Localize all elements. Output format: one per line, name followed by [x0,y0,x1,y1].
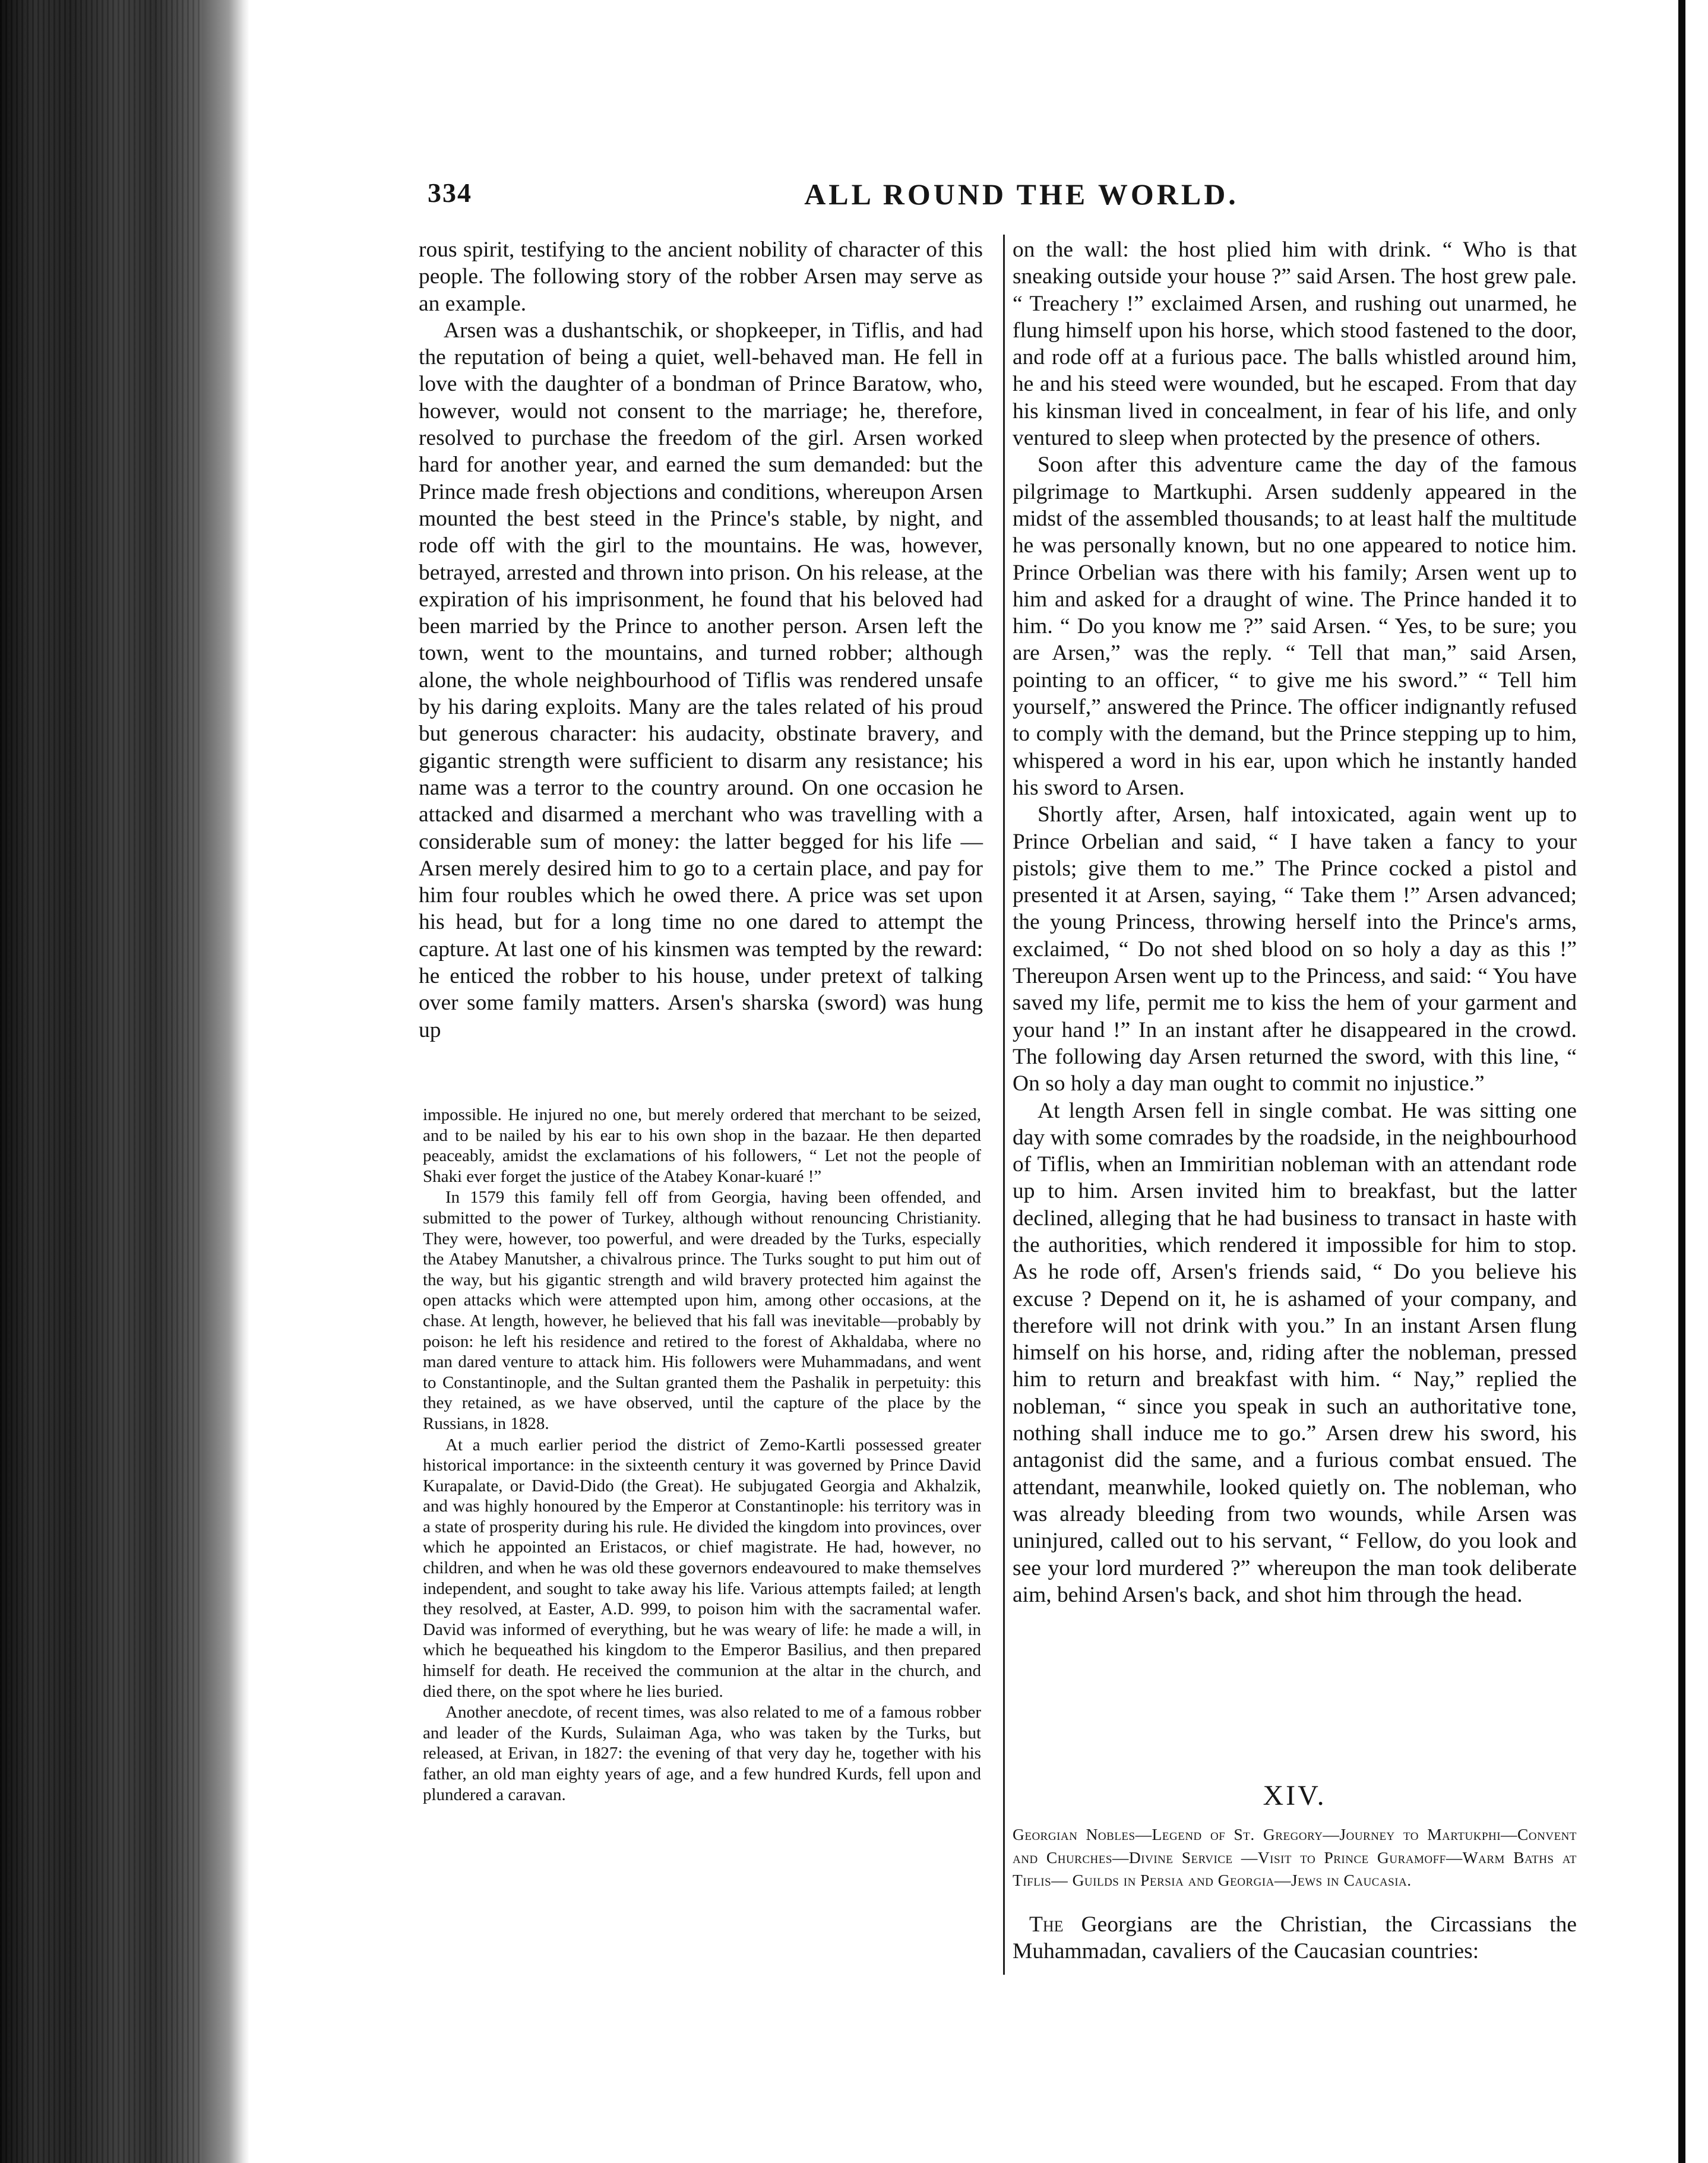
footnote-paragraph: Another anecdote, of recent times, was also related to me of a famous robber and leader of the Kurds, Sulaiman Aga, who was taken by the Turks, but released, at Erivan, in 1827: the evening of that very day he, together with his father, an old man eighty years of age, and a few hundred Kurds, fell upon and plundered a caravan. [423,1703,981,1804]
body-paragraph: rous spirit, testifying to the ancient nobility of character of this people. The following story of the robber Arsen may serve as an example. [419,238,983,316]
body-paragraph: Shortly after, Arsen, half intoxicated, again went up to Prince Orbelian and said, “ I have taken a fancy to your pistols; give them to me.” The Prince cocked a pistol and presented it at Arsen, saying, “ Take them !” Arsen advanced; the young Princess, throwing herself into the Prince's arms, exclaimed, “ Do not shed blood on so holy a day as this !” Thereupon Arsen went up to the Princess, and said: “ You have saved my life, permit me to kiss the hem of your garment and your hand !” In an instant after he disappeared in the crowd. The following day Arsen returned the sword, with this line, “ On so holy a day man ought to commit no injustice.” [1013,802,1577,1096]
chapter-number: XIV. [1263,1780,1327,1811]
page-edge-stripes [0,0,202,2163]
footnotes-block [423,1105,981,1805]
page-number: 334 [428,178,472,208]
chapter-opening-paragraph [1013,1911,1577,1965]
right-column-body [1013,236,1577,1608]
page-header [428,177,1592,219]
column-divider [1003,235,1005,1975]
body-paragraph: Arsen was a dushantschik, or shopkeeper, in Tiflis, and had the reputation of being a quiet, well-behaved man. He fell in love with the daughter of a bondman of Prince Baratow, who, however, would not consent to the marriage; he, therefore, resolved to purchase the freedom of the girl. Arsen worked hard for another year, and earned the sum demanded: but the Prince made fresh objections and conditions, whereupon Arsen mounted the best steed in the Prince's stable, by night, and rode off with the girl to the mountains. He was, however, betrayed, arrested and thrown into prison. On his release, at the expiration of his imprisonment, he found that his beloved had been married by the Prince to another person. Arsen left the town, went to the mountains, and turned robber; although alone, the whole neighbourhood of Tiflis was rendered unsafe by his daring exploits. Many are the tales related of his proud but generous character: his audacity, obstinate bravery, and gigantic strength were sufficient to disarm any resistance; his name was a terror to the country around. On one occasion he attacked and disarmed a merchant who was travelling with a considerable sum of money: the latter begged for his life —Arsen merely desired him to go to a certain place, and pay for him four roubles which he owed there. A price was set upon his head, but for a long time no one dared to attempt the capture. At last one of his kinsmen was tempted by the reward: he enticed the robber to his house, under pretext of talking over some family matters. Arsen's sharska (sword) was hung up [419,318,983,1042]
opening-smallcaps-word: The [1029,1912,1064,1937]
left-column-body [419,236,983,1043]
body-paragraph: on the wall: the host plied him with drink. “ Who is that sneaking outside your house ?” said Arsen. The host grew pale. “ Treachery !” exclaimed Arsen, and rushing out unarmed, he flung himself upon his horse, which stood fastened to the door, and rode off at a furious pace. The balls whistled around him, he and his steed were wounded, but he escaped. From that day his kinsman lived in concealment, in fear of his life, and only ventured to sleep when protected by the presence of others. [1013,238,1577,451]
body-paragraph: At length Arsen fell in single combat. He was sitting one day with some comrades by the roadside, in the neighbourhood of Tiflis, when an Immiritian nobleman with an attendant rode up to him. Arsen invited him to breakfast, but the latter declined, alleging that he had business to transact in haste with the authorities, which rendered it impossible for him to stop. As he rode off, Arsen's friends said, “ Do you believe his excuse ? Depend on it, he is ashamed of your company, and therefore will not drink with you.” In an instant Arsen flung himself on his horse, and, riding after the nobleman, pressed him to return and breakfast with him. “ Nay,” replied the nobleman, “ since you speak in such an authoritative tone, nothing shall induce me to go.” Arsen drew his sword, his antagonist did the same, and a furious combat ensued. The attendant, meanwhile, looked quietly on. The nobleman, who was already bleeding from two wounds, while Arsen was uninjured, called out to his servant, “ Fellow, do you look and see your lord murdered ?” whereupon the man took deliberate aim, behind Arsen's back, and shot him through the head. [1013,1098,1577,1607]
footnote-paragraph: impossible. He injured no one, but merely ordered that merchant to be seized, and to be nailed by his ear to his own shop in the bazaar. He then departed peaceably, amidst the exclamations of his followers, “ Let not the people of Shaki ever forget the justice of the Atabey Konar-kuaré !” [423,1105,981,1186]
body-paragraph: Soon after this adventure came the day of the famous pilgrimage to Martkuphi. Arsen suddenly appeared in the midst of the assembled thousands; to at least half the multitude he was personally known, but no one appeared to notice him. Prince Orbelian was there with his family; Arsen went up to him and asked for a draught of wine. The Prince handed it to him. “ Do you know me ?” said Arsen. “ Yes, to be sure; you are Arsen,” was the reply. “ Tell that man,” said Arsen, pointing to an officer, “ to give me his sword.” “ Tell him yourself,” answered the Prince. The officer indignantly refused to comply with the demand, but the Prince stepping up to him, whispered a word in his ear, upon which he instantly handed his sword to Arsen. [1013,453,1577,800]
scan-border-line [1678,0,1685,2163]
running-title: ALL ROUND THE WORLD. [804,178,1239,211]
chapter-summary: Georgian Nobles—Legend of St. Gregory—Journey to Martukphi—Convent and Churches—Divine Service —Visit to Prince Guramoff—Warm Baths at Tiflis— Guilds in Persia and Georgia—Jews in Caucasia. [1013,1825,1577,1890]
footnote-paragraph: At a much earlier period the district of Zemo-Kartli possessed greater historical importance: in the sixteenth century it was governed by Prince David Kurapalate, or David-Dido (the Great). He subjugated Georgia and Akhalzik, and was highly honoured by the Emperor at Constantinople: his territory was in a state of prosperity during his rule. He divided the kingdom into provinces, over which he appointed an Eristacos, or chief magistrate. He had, however, no children, and when he was old these governors endeavoured to make themselves independent, and sought to take away his life. Various attempts failed; at length they resolved, at Easter, A.D. 999, to poison him with the sacramental wafer. David was informed of everything, but he was weary of life: he made a will, in which he bequeathed his kingdom to the Emperor Basilius, and then prepared himself for death. He received the communion at the altar in the church, and died there, on the spot where he lies buried. [423,1435,981,1701]
footnote-paragraph: In 1579 this family fell off from Georgia, having been offended, and submitted to the power of Turkey, although without renouncing Christianity. They were, however, too powerful, and were dreaded by the Turks, especially the Atabey Manutsher, a chivalrous prince. The Turks sought to put him out of the way, but his gigantic strength and wild bravery protected him against the open attacks which were attempted upon him, among other occasions, at the chase. At length, however, he believed that his fall was inevitable—probably by poison: he left his residence and retired to the forest of Akhaldaba, where no man dared venture to attack him. His followers were Muhammadans, and went to Constantinople, and the Sultan granted them the Pashalik in perpetuity: this they retained, as we have observed, until the capture of the place by the Russians, in 1828. [423,1188,981,1433]
opening-text: Georgians are the Christian, the Circassians the Muhammadan, cavaliers of the Caucasian countries: [1013,1912,1577,1964]
